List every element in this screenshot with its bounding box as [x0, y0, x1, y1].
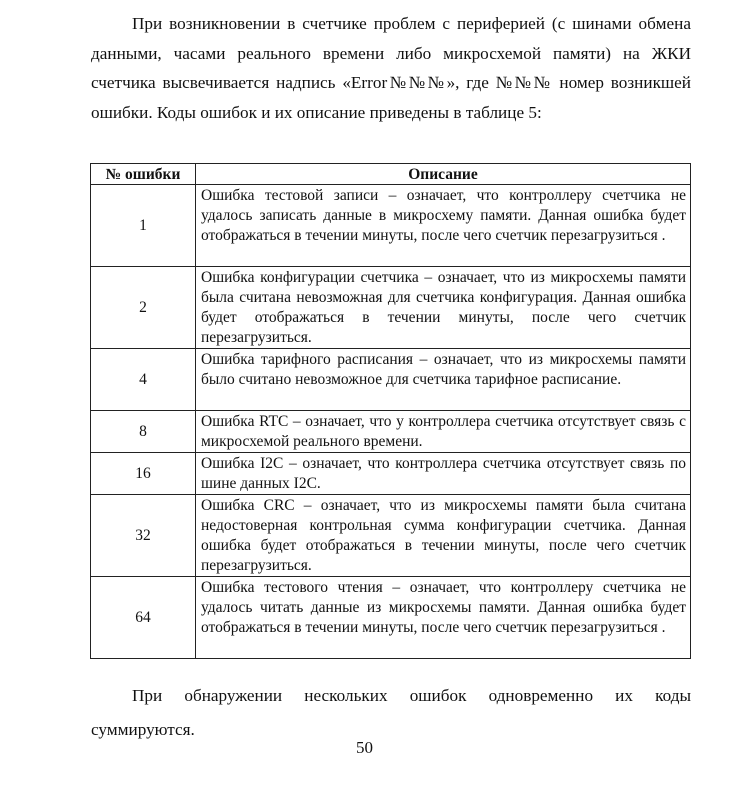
error-code-cell: 64 — [91, 577, 196, 659]
table-row — [91, 185, 691, 267]
error-description-cell: Ошибка RTC – означает, что у контроллера счетчика отсутствует связь с микросхемой реального времени. — [196, 411, 691, 453]
error-description-cell: Ошибка I2C – означает, что контроллера счетчика отсутствует связь по шине данных I2C. — [196, 453, 691, 495]
header-description: Описание — [196, 164, 691, 185]
table-row — [91, 577, 691, 659]
table-header-row — [91, 164, 691, 185]
error-description-cell: Ошибка тарифного расписания – означает, что из микросхемы памяти было считано невозможное для счетчика тарифное расписание. — [196, 349, 691, 411]
error-codes-table — [90, 163, 691, 659]
error-code-cell: 1 — [91, 185, 196, 267]
error-code-cell: 16 — [91, 453, 196, 495]
table-row — [91, 453, 691, 495]
table-row — [91, 349, 691, 411]
page-number: 50 — [356, 738, 373, 757]
error-code-cell: 8 — [91, 411, 196, 453]
intro-paragraph: При возникновении в счетчике проблем с периферией (с шинами обмена данными, часами реального времени либо микросхемой памяти) на ЖКИ счетчика высвечивается надпись «Error№№№», где №№№ номер возникшей ошибки. Коды ошибок и их описание приведены в таблице 5: — [91, 14, 691, 122]
error-description-cell: Ошибка CRC – означает, что из микросхемы памяти была считана недостоверная контрольная сумма конфигурации счетчика. Данная ошибка будет отображаться в течении минуты, после чего счетчик перезагрузиться. — [196, 495, 691, 577]
outro-paragraph: При обнаружении нескольких ошибок одновременно их коды суммируются. — [91, 686, 691, 739]
table-row — [91, 267, 691, 349]
table-row — [91, 411, 691, 453]
error-description-cell: Ошибка конфигурации счетчика – означает, что из микросхемы памяти была считана невозможная для счетчика конфигурация. Данная ошибка будет отображаться в течении минуты, после чего счетчик перезагрузиться. — [196, 267, 691, 349]
error-description-cell: Ошибка тестовой записи – означает, что контроллеру счетчика не удалось записать данные в микросхему памяти. Данная ошибка будет отображаться в течении минуты, после чего счетчик перезагрузиться . — [196, 185, 691, 267]
table-row — [91, 495, 691, 577]
error-code-cell: 32 — [91, 495, 196, 577]
header-error-code: № ошибки — [91, 164, 196, 185]
error-code-cell: 2 — [91, 267, 196, 349]
error-code-cell: 4 — [91, 349, 196, 411]
error-description-cell: Ошибка тестового чтения – означает, что контроллеру счетчика не удалось читать данные из микросхемы памяти. Данная ошибка будет отображаться в течении минуты, после чего счетчик перезагрузиться . — [196, 577, 691, 659]
